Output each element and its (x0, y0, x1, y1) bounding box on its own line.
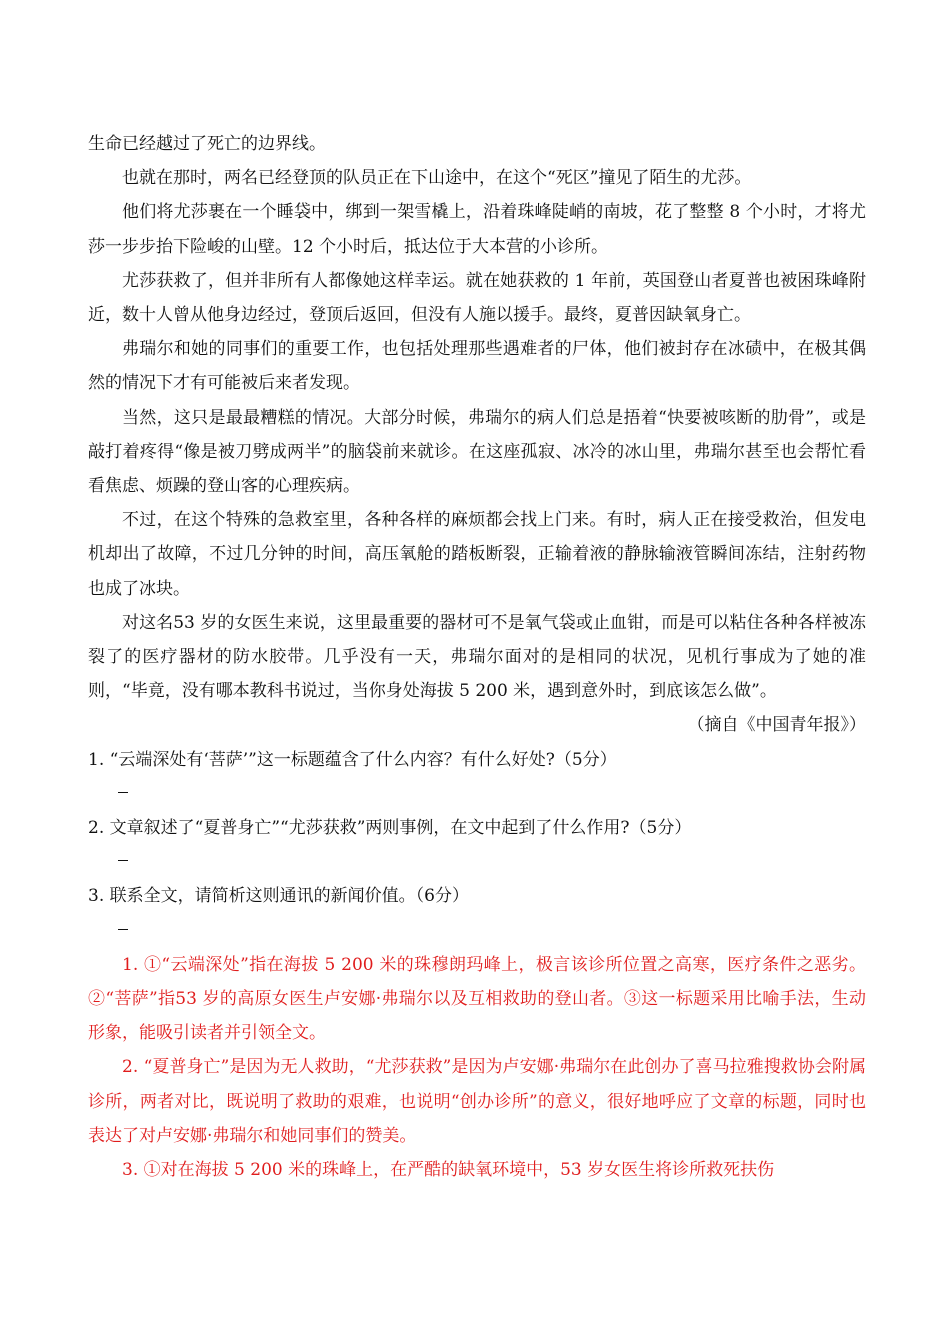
article-source: （摘自《中国青年报》） (687, 715, 866, 736)
question-2: 2. 文章叙述了“夏普身亡”“尤莎获救”两则事例，在文中起到了什么作用?（5分） (88, 818, 692, 839)
question-1: 1. “云端深处有‘菩萨’”这一标题蕴含了什么内容？有什么好处?（5分） (88, 749, 617, 770)
article-paragraph: 他们将尤莎裹在一个睡袋中，绑到一架雪橇上，沿着珠峰陡峭的南坡，花了整整 8 个小时，才将尤莎一步步抬下险峻的山壁。12 个小时后，抵达位于大本营的小诊所。 (88, 202, 866, 257)
article-paragraph: 当然，这只是最最糟糕的情况。大部分时候，弗瑞尔的病人们总是捂着“快要被咳断的肋骨”，或是敲打着疼得“像是被刀劈成两半”的脑袋前来就诊。在这座孤寂、冰冷的冰山里，弗瑞尔甚至也会帮忙看看焦虑、烦躁的登山客的心理疾病。 (88, 407, 866, 497)
answer-key-3: 3. ①对在海拔 5 200 米的珠峰上，在严酷的缺氧环境中，53 岁女医生将诊所救死扶伤 (122, 1160, 775, 1181)
exam-page (88, 127, 866, 1187)
article-paragraph: 生命已经越过了死亡的边界线。 (88, 134, 326, 154)
article-paragraph: 不过，在这个特殊的急救室里，各种各样的麻烦都会找上门来。有时，病人正在接受救治，但发电机却出了故障，不过几分钟的时间，高压氧舱的踏板断裂，正输着液的静脉输液管瞬间冻结，注射药物也成了冰块。 (88, 510, 866, 599)
answer-key-1: 1. ①“云端深处”指在海拔 5 200 米的珠穆朗玛峰上，极言该诊所位置之高寒，医疗条件之恶劣。②“菩萨”指53 岁的高原女医生卢安娜·弗瑞尔以及互相救助的登山者。③这一标题采用比喻手法，生动形象，能吸引读者并引领全文。 (88, 954, 866, 1044)
article-paragraph: 尤莎获救了，但并非所有人都像她这样幸运。就在她获救的 1 年前，英国登山者夏普也被困珠峰附近，数十人曾从他身边经过，登顶后返回，但没有人施以援手。最终，夏普因缺氧身亡。 (88, 270, 866, 326)
article-paragraph: 对这名53 岁的女医生来说，这里最重要的器材可不是氧气袋或止血钳，而是可以粘住各种各样被冻裂了的医疗器材的防水胶带。几乎没有一天，弗瑞尔面对的是相同的状况，见机行事成为了她的准则，“毕竟，没有哪本教科书说过，当你身处海拔 5 200 米，遇到意外时，到底该怎么做”。 (88, 612, 866, 702)
blank-underline (118, 792, 128, 793)
answer-blank-1 (88, 777, 866, 811)
answer-key-2: 2. “夏普身亡”是因为无人救助，“尤莎获救”是因为卢安娜·弗瑞尔在此创办了喜马拉雅搜救协会附属诊所，两者对比，既说明了救助的艰难，也说明“创办诊所”的意义，很好地呼应了文章的标题，同时也表达了对卢安娜·弗瑞尔和她同事们的赞美。 (88, 1057, 866, 1146)
blank-underline (118, 860, 128, 861)
answer-blank-2 (88, 845, 866, 879)
blank-underline (118, 929, 128, 930)
answer-blank-3 (88, 914, 866, 948)
article-paragraph: 弗瑞尔和她的同事们的重要工作，也包括处理那些遇难者的尸体，他们被封存在冰碛中，在极其偶然的情况下才有可能被后来者发现。 (88, 339, 866, 394)
question-3: 3. 联系全文，请简析这则通讯的新闻价值。（6分） (88, 886, 469, 907)
article-paragraph: 也就在那时，两名已经登顶的队员正在下山途中，在这个“死区”撞见了陌生的尤莎。 (122, 168, 752, 189)
